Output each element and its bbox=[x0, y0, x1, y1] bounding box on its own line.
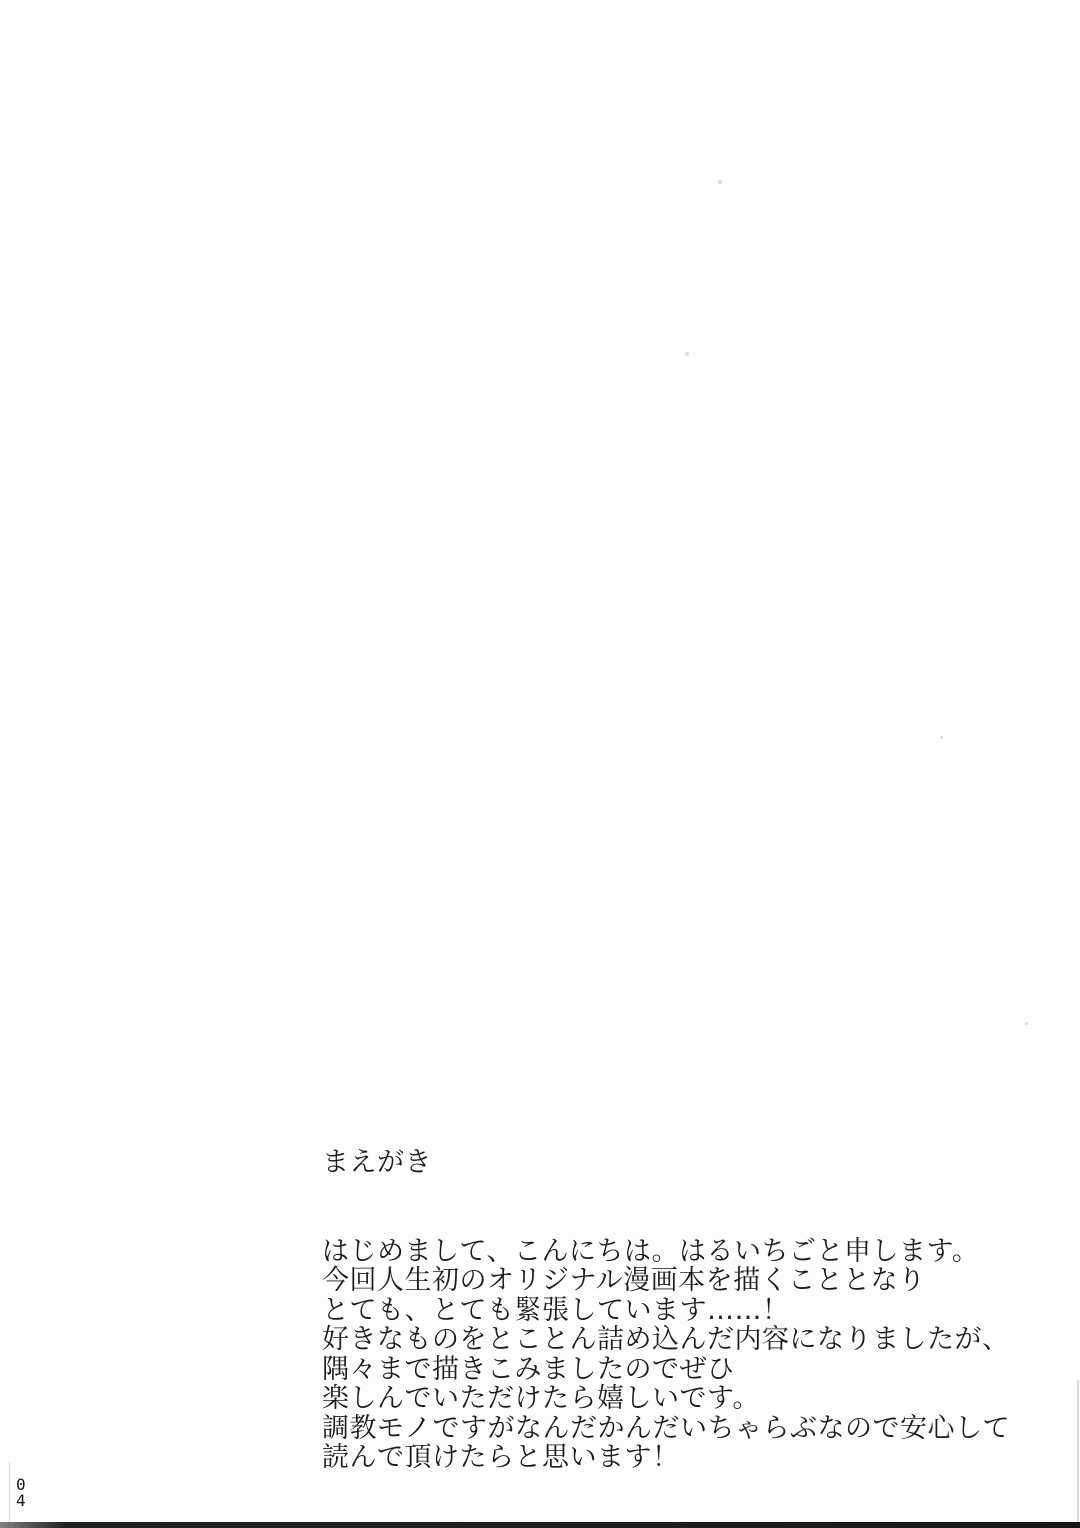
foreword-line: 今回人生初のオリジナル漫画本を描くこととなり bbox=[322, 1265, 926, 1296]
scan-edge-bottom-bar bbox=[0, 1522, 1080, 1528]
scan-edge-right-line bbox=[1077, 1380, 1079, 1522]
foreword-line: 読んで頂けたらと思います！ bbox=[322, 1442, 680, 1473]
foreword-line: とても、とても緊張しています……！ bbox=[322, 1294, 790, 1326]
scan-speck bbox=[1025, 1022, 1028, 1025]
scan-speck bbox=[940, 736, 943, 739]
foreword-block bbox=[322, 1148, 1010, 1473]
foreword-line: 好きなものをとことん詰め込んだ内容になりましたが、 bbox=[322, 1324, 1010, 1355]
page-number-digit: 4 bbox=[16, 1491, 26, 1510]
foreword-line: 隅々まで描きこみましたのでぜひ bbox=[322, 1353, 735, 1385]
scan-speck bbox=[685, 352, 689, 356]
page-number-digit: 0 bbox=[16, 1475, 26, 1494]
foreword-heading: まえがき bbox=[322, 1147, 432, 1178]
scan-speck bbox=[718, 180, 722, 184]
foreword-line: 楽しんでいただけたら嬉しいです。 bbox=[322, 1383, 760, 1414]
foreword-line: はじめまして、こんにちは。はるいちごと申します。 bbox=[322, 1235, 980, 1267]
foreword-line: 調教モノですがなんだかんだいちゃらぶなので安心して bbox=[322, 1412, 1011, 1444]
page-number bbox=[16, 1477, 26, 1509]
scan-edge-left-line bbox=[9, 1462, 10, 1522]
